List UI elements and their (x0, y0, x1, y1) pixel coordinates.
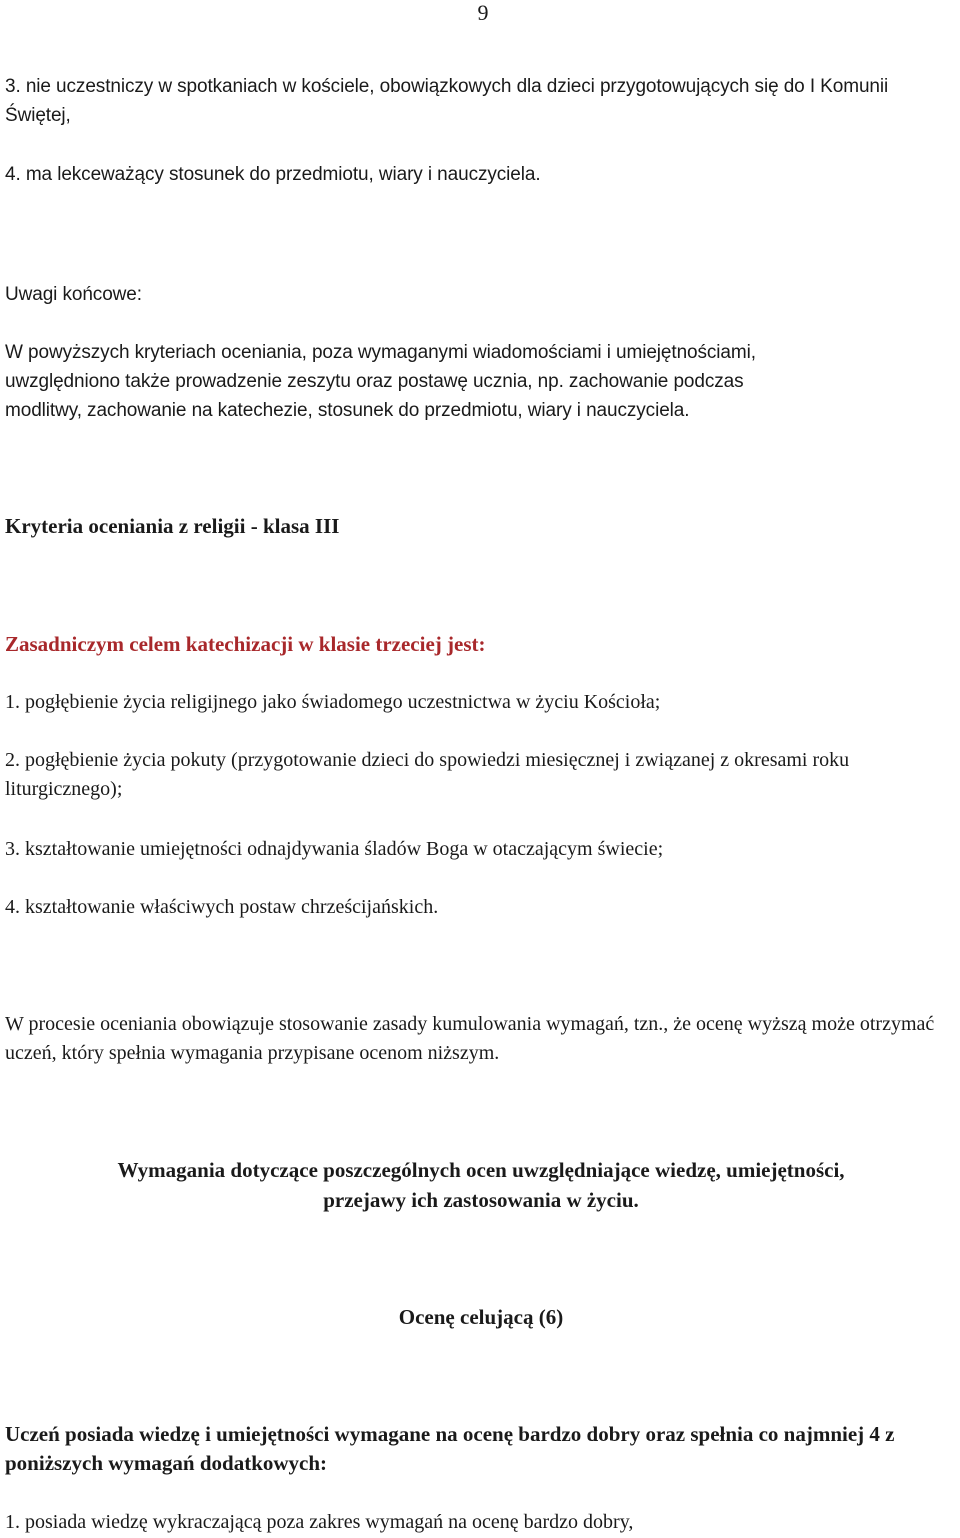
goals-heading: Zasadniczym celem katechizacji w klasie trzeciej jest: (5, 632, 486, 656)
cumulative-rule: W procesie oceniania obowiązuje stosowanie zasady kumulowania wymagań, tzn., że ocenę wyższą może otrzymać uczeń, który spełnia wymagania przypisane ocenom niższym. (5, 1013, 935, 1064)
requirements-heading-line-1: Wymagania dotyczące poszczególnych ocen uwzględniające wiedzę, umiejętności, (117, 1158, 845, 1182)
final-remarks-line-2: uwzględniono także prowadzenie zeszytu oraz postawę ucznia, np. zachowanie podczas (5, 371, 744, 392)
requirements-heading-line-2: przejawy ich zastosowania w życiu. (323, 1188, 639, 1212)
list-item-4: 4. ma lekceważący stosunek do przedmiotu, wiary i nauczyciela. (5, 164, 541, 185)
section-title: Kryteria oceniania z religii - klasa III (5, 514, 340, 538)
grade-intro: Uczeń posiada wiedzę i umiejętności wymagane na ocenę bardzo dobry oraz spełnia co najmniej 4 z poniższych wymagań dodatkowych: (5, 1422, 895, 1475)
page-number: 9 (477, 0, 489, 25)
grade-item-1: 1. posiada wiedzę wykraczającą poza zakres wymagań na ocenę bardzo dobry, (5, 1511, 634, 1533)
goal-item-3: 3. kształtowanie umiejętności odnajdywania śladów Boga w otaczającym świecie; (5, 838, 664, 860)
goal-item-4: 4. kształtowanie właściwych postaw chrześcijańskich. (5, 896, 439, 918)
goal-item-2: 2. pogłębienie życia pokuty (przygotowanie dzieci do spowiedzi miesięcznej i związanej z okresami roku liturgicznego); (5, 749, 850, 800)
final-remarks-line-3: modlitwy, zachowanie na katechezie, stosunek do przedmiotu, wiary i nauczyciela. (5, 400, 690, 421)
final-remarks-heading: Uwagi końcowe: (5, 284, 142, 305)
grade-heading: Ocenę celującą (6) (398, 1305, 564, 1329)
list-item-3: 3. nie uczestniczy w spotkaniach w kościele, obowiązkowych dla dzieci przygotowujących się do I Komunii Świętej, (5, 76, 889, 126)
goal-item-1: 1. pogłębienie życia religijnego jako świadomego uczestnictwa w życiu Kościoła; (5, 691, 661, 713)
final-remarks-line-1: W powyższych kryteriach oceniania, poza wymaganymi wiadomościami i umiejętnościami, (5, 342, 756, 363)
